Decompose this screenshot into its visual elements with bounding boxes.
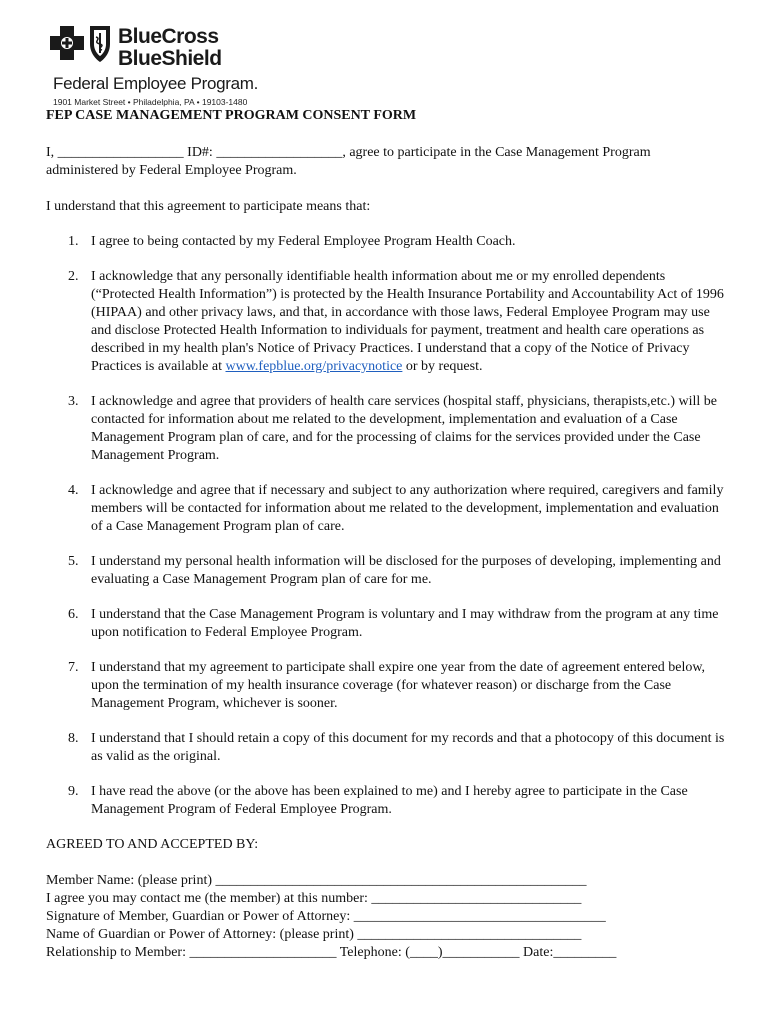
- item-text: I acknowledge and agree that providers of health care services (hospital staff, physicians, therapists,etc.) will be contacted for information about me related to the development, implementation and evaluation of a Case Management Program plan of care, and for the processing of claims for the services provided under the Case Management Program.: [91, 394, 718, 463]
- item-number: 6.: [68, 607, 79, 622]
- item-text: I understand my personal health information will be disclosed for the purposes of developing, implementing and evaluating a Case Management Program plan of care for me.: [91, 554, 721, 587]
- guardian-name-field[interactable]: Name of Guardian or Power of Attorney: (please print) ________________________________: [46, 927, 582, 942]
- signature-fields: [46, 872, 730, 962]
- contact-number-field[interactable]: I agree you may contact me (the member) at this number: ______________________________: [46, 891, 582, 906]
- brand-name-line2: BlueShield: [118, 47, 222, 70]
- item-text: I understand that I should retain a copy of this document for my records and that a photocopy of this document is as valid as the original.: [91, 731, 725, 764]
- item-text: I understand that my agreement to participate shall expire one year from the date of agreement entered below, upon the termination of my health insurance coverage (for whatever reason) or discharge from the Case Management Program, whichever is sooner.: [91, 660, 706, 711]
- list-item: [46, 233, 730, 251]
- program-name: Federal Employee Program.: [53, 74, 259, 93]
- item-number: 3.: [68, 394, 79, 409]
- item-number: 4.: [68, 483, 79, 498]
- list-item: [46, 730, 730, 766]
- item-text: I agree to being contacted by my Federal Employee Program Health Coach.: [91, 234, 516, 249]
- list-item: [46, 268, 730, 376]
- form-title: FEP CASE MANAGEMENT PROGRAM CONSENT FORM: [46, 108, 417, 123]
- relationship-telephone-date-field[interactable]: Relationship to Member: _____________________ Telephone: (____)___________ Date:_________: [46, 945, 617, 960]
- list-item: [46, 482, 730, 536]
- brand-name-line1: BlueCross: [118, 25, 219, 48]
- understand-statement: I understand that this agreement to participate means that:: [46, 199, 371, 214]
- item-number: 5.: [68, 554, 79, 569]
- item-number: 9.: [68, 784, 79, 799]
- item-text: I understand that the Case Management Program is voluntary and I may withdraw from the program at any time upon notification to Federal Employee Program.: [91, 607, 719, 640]
- member-name-field[interactable]: Member Name: (please print) _____________________________________________________: [46, 873, 587, 888]
- intro-paragraph: [46, 144, 730, 180]
- list-item: [46, 659, 730, 713]
- signature-field[interactable]: Signature of Member, Guardian or Power of Attorney: ____________________________________: [46, 909, 606, 924]
- list-item: [46, 553, 730, 589]
- item-number: 7.: [68, 660, 79, 675]
- consent-list: [46, 233, 730, 819]
- item-text: I have read the above (or the above has been explained to me) and I hereby agree to participate in the Case Management Program of Federal Employee Program.: [91, 784, 688, 817]
- item-text: I acknowledge and agree that if necessary and subject to any authorization where required, caregivers and family members will be contacted for information about me related to the development, implementation and evaluation of a Case Management Program plan of care.: [91, 483, 724, 534]
- item-number: 2.: [68, 269, 79, 284]
- item-number: 1.: [68, 234, 79, 249]
- consent-form: [46, 107, 730, 962]
- list-item: [46, 783, 730, 819]
- agreed-heading: AGREED TO AND ACCEPTED BY:: [46, 837, 259, 852]
- bcbs-logo: [50, 22, 260, 107]
- list-item: [46, 393, 730, 465]
- item-text: I acknowledge that any personally identifiable health information about me or my enrolled dependents (“Protected Health Information”) is protected by the Health Insurance Portability and Accountability Act of 1996 (HIPAA) and other privacy laws, and that, in accordance with those laws, Federal Employee Program may use and disclose Protected Health Information to individuals for payment, treatment and health care operations as described in my health plan's Notice of Privacy Practices. I understand that a copy of the Notice of Privacy Practices is available at: [91, 269, 724, 374]
- privacy-notice-link[interactable]: www.fepblue.org/privacynotice: [225, 359, 403, 374]
- item-text-after: or by request.: [405, 359, 483, 374]
- item-number: 8.: [68, 731, 79, 746]
- intro-line-2: administered by Federal Employee Program.: [46, 163, 297, 178]
- cross-shield-logo-icon: [50, 24, 114, 72]
- intro-line-1: I, __________________ ID#: __________________, agree to participate in the Case Management Program: [46, 145, 651, 160]
- address: 1901 Market Street • Philadelphia, PA • 19103-1480: [53, 97, 248, 107]
- list-item: [46, 606, 730, 642]
